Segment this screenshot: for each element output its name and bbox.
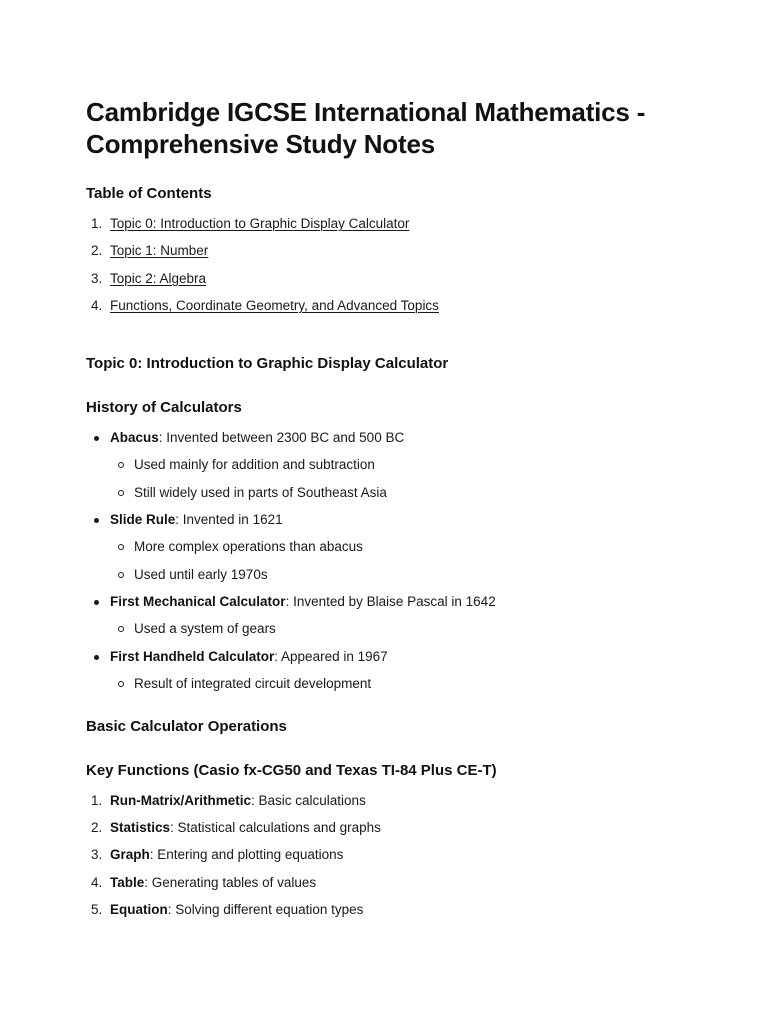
key-function-number: 5. (91, 902, 103, 918)
bullet-icon (94, 655, 99, 660)
key-functions-heading: Key Functions (Casio fx-CG50 and Texas TI-84 Plus CE-T) (86, 761, 497, 779)
toc-link-topic-0[interactable]: Topic 0: Introduction to Graphic Display Calculator (110, 216, 410, 231)
history-subitem (110, 620, 686, 638)
history-item-handheld-calculator (86, 648, 686, 693)
key-function-text: : Statistical calculations and graphs (170, 820, 381, 836)
circle-bullet-icon (118, 572, 124, 578)
history-subitem-text: Still widely used in parts of Southeast Asia (134, 484, 387, 500)
toc-link-topic-2[interactable]: Topic 2: Algebra (110, 270, 207, 286)
key-function-item (86, 819, 686, 846)
key-function-number: 3. (91, 847, 103, 863)
key-function-term: Graph (110, 847, 150, 863)
key-function-number: 2. (91, 820, 103, 836)
table-of-contents (86, 215, 686, 324)
key-function-term: Table (110, 874, 145, 890)
history-sublist (110, 538, 686, 583)
history-subitem-text: Used until early 1970s (134, 566, 268, 582)
history-subitem-text: Used a system of gears (134, 621, 276, 637)
key-function-term: Statistics (110, 820, 171, 836)
toc-heading: Table of Contents (86, 185, 212, 202)
history-item-slide-rule (86, 511, 686, 584)
document-page (86, 96, 686, 928)
bullet-icon (94, 436, 99, 441)
history-term: Slide Rule (110, 512, 176, 528)
page-title: Cambridge IGCSE International Mathematics - Comprehensive Study Notes (86, 97, 646, 159)
history-subitem (110, 538, 686, 556)
history-item-abacus (86, 429, 686, 502)
history-subitem (110, 456, 686, 474)
toc-item (86, 215, 686, 242)
history-subitem (110, 484, 686, 502)
key-function-text: : Generating tables of values (144, 874, 317, 890)
toc-item-number: 4. (91, 297, 103, 313)
circle-bullet-icon (118, 544, 124, 550)
circle-bullet-icon (118, 681, 124, 687)
history-item-mechanical-calculator (86, 593, 686, 638)
key-function-number: 4. (91, 874, 103, 890)
history-subitem (110, 566, 686, 584)
key-function-item (86, 901, 686, 928)
key-function-text: : Solving different equation types (167, 902, 364, 918)
key-function-text: : Basic calculations (251, 792, 366, 808)
toc-item-number: 1. (91, 216, 103, 231)
history-list (86, 429, 686, 693)
toc-item (86, 270, 686, 297)
key-function-term: Run-Matrix/Arithmetic (110, 792, 252, 808)
history-subitem-text: More complex operations than abacus (134, 539, 363, 555)
toc-link-advanced-topics[interactable]: Functions, Coordinate Geometry, and Advanced Topics (110, 297, 439, 313)
history-text: : Invented in 1621 (175, 512, 283, 528)
history-term: First Mechanical Calculator (110, 593, 286, 609)
history-sublist (110, 620, 686, 638)
history-term: Abacus (110, 430, 159, 446)
bullet-icon (94, 518, 99, 523)
history-text: : Invented by Blaise Pascal in 1642 (285, 593, 496, 609)
history-term: First Handheld Calculator (110, 648, 275, 664)
key-function-term: Equation (110, 902, 168, 918)
history-text: : Invented between 2300 BC and 500 BC (158, 430, 405, 446)
toc-item-number: 3. (91, 270, 103, 286)
history-sublist (110, 456, 686, 501)
key-function-item (86, 874, 686, 901)
toc-item-number: 2. (91, 243, 103, 259)
key-function-number: 1. (91, 792, 103, 808)
circle-bullet-icon (118, 462, 124, 468)
bullet-icon (94, 600, 99, 605)
topic-0-heading: Topic 0: Introduction to Graphic Display Calculator (86, 355, 449, 373)
toc-link-topic-1[interactable]: Topic 1: Number (110, 243, 209, 259)
history-text: : Appeared in 1967 (274, 648, 388, 664)
basic-operations-heading: Basic Calculator Operations (86, 717, 287, 735)
toc-item (86, 242, 686, 269)
history-subitem-text: Result of integrated circuit development (134, 675, 372, 691)
history-heading: History of Calculators (86, 399, 242, 417)
key-functions-list (86, 792, 686, 928)
history-sublist (110, 675, 686, 693)
toc-item (86, 297, 686, 324)
key-function-item (86, 846, 686, 873)
circle-bullet-icon (118, 626, 124, 632)
history-subitem-text: Used mainly for addition and subtraction (134, 457, 375, 473)
key-function-text: : Entering and plotting equations (149, 847, 344, 863)
circle-bullet-icon (118, 490, 124, 496)
key-function-item (86, 792, 686, 819)
history-subitem (110, 675, 686, 693)
